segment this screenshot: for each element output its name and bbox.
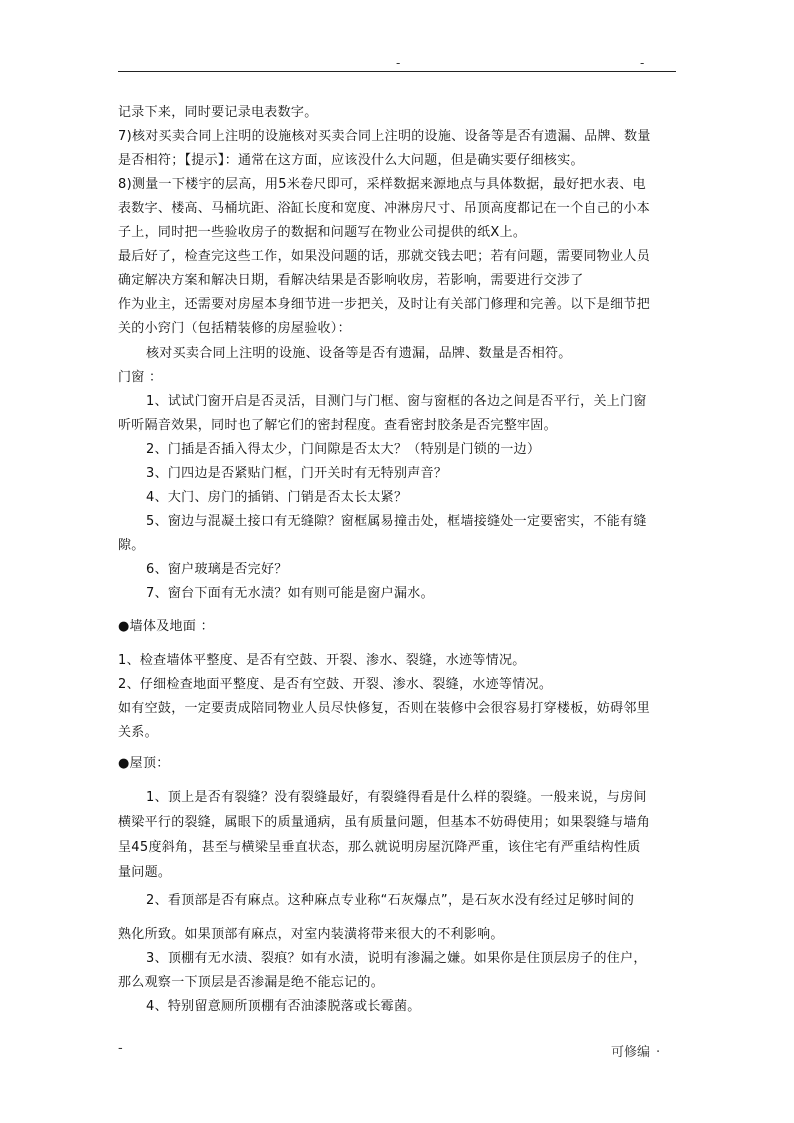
header-mark-left: - xyxy=(396,56,401,70)
paragraph-line: 确定解决方案和解决日期，看解决结果是否影响收房，若影响，需要进行交涉了 xyxy=(118,273,584,288)
paragraph-line: 表数字、楼高、马桶坑距、浴缸长度和宽度、冲淋房尺寸、吊顶高度都记在一个自己的小本 xyxy=(118,201,651,216)
footer-mark-left: - xyxy=(118,1041,123,1056)
list-item: 7、窗台下面有无水渍？如有则可能是窗户漏水。 xyxy=(146,586,434,601)
list-item: 3、门四边是否紧贴门框，门开关时有无特别声音？ xyxy=(146,466,448,481)
header-rule xyxy=(118,71,676,72)
list-item: 1、检查墙体平整度、是否有空鼓、开裂、渗水、裂缝，水迹等情况。 xyxy=(118,653,526,668)
list-item-continuation: 那么观察一下顶层是否渗漏是绝不能忘记的。 xyxy=(118,975,385,990)
section-heading-doors-windows: 门窗 ： xyxy=(118,370,163,385)
paragraph-line: 核对买卖合同上注明的设施、设备等是否有遗漏，品牌、数量是否相符。 xyxy=(146,346,572,361)
section-heading-roof: ●屋顶： xyxy=(118,756,170,771)
list-item: 1、试试门窗开启是否灵活，目测门与门框、窗与窗框的各边之间是否平行，关上门窗 xyxy=(146,394,647,409)
paragraph-line: 7)核对买卖合同上注明的设施核对买卖合同上注明的设施、设备等是否有遗漏、品牌、数量 xyxy=(118,129,651,144)
paragraph-line: 记录下来，同时要记录电表数字。 xyxy=(118,105,318,120)
list-item-continuation: 隙。 xyxy=(118,538,145,553)
list-item: 4、大门、房门的插销、门销是否太长太紧？ xyxy=(146,490,408,505)
paragraph-line: 最后好了，检查完这些工作，如果没问题的话，那就交钱去吧；若有问题，需要同物业人员 xyxy=(118,249,651,264)
footer-editable-label: 可修编 xyxy=(611,1045,651,1060)
paragraph-line: 关的小窍门（包括精装修的房屋验收）： xyxy=(118,321,351,336)
list-item: 3、顶棚有无水渍、裂痕？如有水渍，说明有渗漏之嫌。如果你是住顶层房子的住户， xyxy=(146,951,647,966)
list-item: 5、窗边与混凝土接口有无缝隙？窗框属易撞击处，框墙接缝处一定要密实，不能有缝 xyxy=(146,514,647,529)
list-item: 1、顶上是否有裂缝？没有裂缝最好，有裂缝得看是什么样的裂缝。一般来说，与房间 xyxy=(146,790,647,805)
footer-mark-right: . xyxy=(656,1041,661,1056)
paragraph-line: 如有空鼓，一定要责成陪同物业人员尽快修复，否则在装修中会很容易打穿楼板，妨碍邻里 xyxy=(118,701,651,716)
section-heading-walls-floor: ●墙体及地面 ： xyxy=(118,619,214,634)
list-item-continuation: 听听隔音效果，同时也了解它们的密封程度。查看密封胶条是否完整牢固。 xyxy=(118,418,557,433)
list-item-continuation: 横梁平行的裂缝，属眼下的质量通病，虽有质量问题，但基本不妨碍使用；如果裂缝与墙角 xyxy=(118,815,651,830)
paragraph-line: 8)测量一下楼宇的层高，用5米卷尺即可，采样数据来源地点与具体数据，最好把水表、电 xyxy=(118,177,646,192)
list-item: 2、看顶部是否有麻点。这种麻点专业称“石灰爆点”，是石灰水没有经过足够时间的 xyxy=(146,893,635,908)
paragraph-line: 作为业主，还需要对房屋本身细节进一步把关，及时让有关部门修理和完善。以下是细节把 xyxy=(118,297,651,312)
paragraph-line: 关系。 xyxy=(118,725,158,740)
header-mark-right: - xyxy=(640,56,645,70)
paragraph-line: 子上，同时把一些验收房子的数据和问题写在物业公司提供的纸X上。 xyxy=(118,225,527,240)
list-item: 6、窗户玻璃是否完好？ xyxy=(146,562,288,577)
list-item: 4、特别留意厕所顶棚有否油漆脱落或长霉菌。 xyxy=(146,999,421,1014)
list-item-continuation: 呈45度斜角，甚至与横梁呈垂直状态，那么就说明房屋沉降严重，该住宅有严重结构性质 xyxy=(118,840,641,855)
list-item-continuation: 量问题。 xyxy=(118,865,172,880)
list-item-continuation: 熟化所致。如果顶部有麻点，对室内装潢将带来很大的不利影响。 xyxy=(118,927,504,942)
list-item: 2、门插是否插入得太少，门间隙是否太大？（特别是门锁的一边） xyxy=(146,442,541,457)
paragraph-line: 是否相符；【提示】：通常在这方面，应该没什么大问题，但是确实要仔细核实。 xyxy=(118,153,584,168)
list-item: 2、仔细检查地面平整度、是否有空鼓、开裂、渗水、裂缝，水迹等情况。 xyxy=(118,677,553,692)
